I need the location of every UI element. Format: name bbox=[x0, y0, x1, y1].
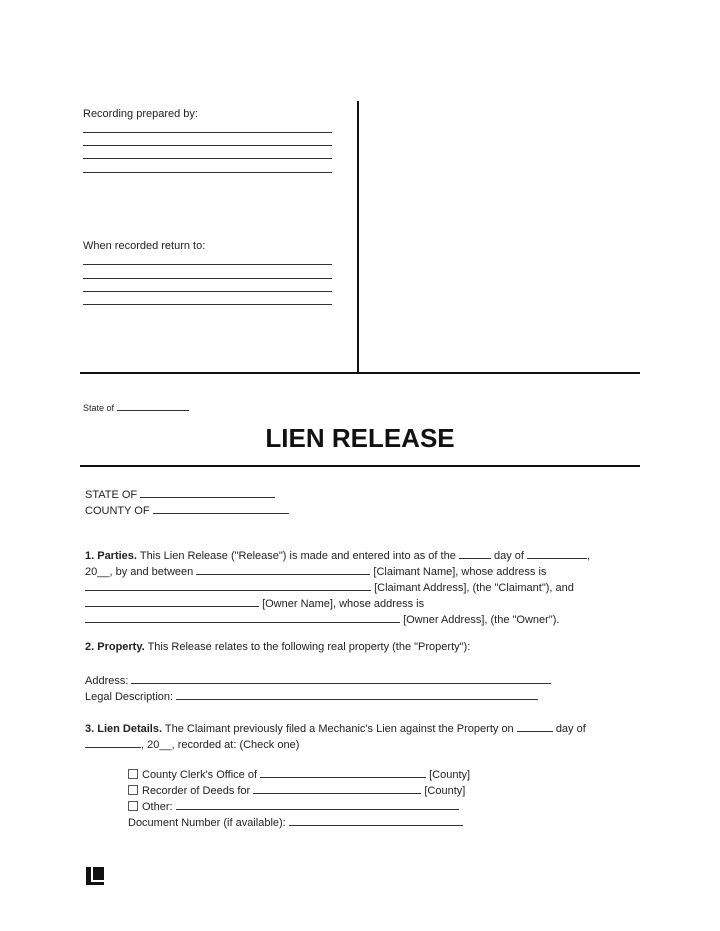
section1-day-of: day of bbox=[493, 550, 524, 562]
prepared-by-line-3[interactable] bbox=[83, 158, 332, 159]
property-address-blank[interactable] bbox=[131, 672, 551, 684]
section3-text: The Claimant previously filed a Mechanic's Lien against the Property on bbox=[164, 723, 514, 735]
option-other-label: Other: bbox=[142, 801, 173, 813]
prepared-by-line-4[interactable] bbox=[83, 172, 332, 173]
venue-county-blank[interactable] bbox=[153, 502, 289, 514]
section1-year-text: 20__, by and between bbox=[85, 566, 194, 578]
header-vertical-divider bbox=[357, 101, 359, 373]
page-title: LIEN RELEASE bbox=[265, 423, 455, 453]
lien-month-blank[interactable] bbox=[85, 736, 141, 748]
legal-templates-logo-icon bbox=[86, 867, 104, 885]
legal-description-blank[interactable] bbox=[176, 688, 538, 700]
section3-heading: 3. Lien Details. bbox=[85, 723, 163, 735]
state-of-short-blank[interactable] bbox=[117, 399, 189, 411]
claimant-name-blank[interactable] bbox=[196, 563, 370, 575]
option-county-clerk-label: County Clerk's Office of bbox=[142, 769, 257, 781]
owner-name-label: [Owner Name], whose address is bbox=[262, 598, 425, 610]
section3-line2 bbox=[85, 736, 299, 752]
option-county-clerk[interactable] bbox=[128, 766, 470, 782]
section3-day-of: day of bbox=[555, 723, 586, 735]
section1-day-blank[interactable] bbox=[459, 547, 491, 559]
owner-name-blank[interactable] bbox=[85, 595, 259, 607]
return-to-line-1[interactable] bbox=[83, 264, 332, 265]
claimant-address-blank[interactable] bbox=[85, 579, 371, 591]
claimant-address-label: [Claimant Address], (the "Claimant"), and bbox=[374, 582, 574, 594]
section1-heading: 1. Parties. bbox=[85, 550, 137, 562]
section1-month-blank[interactable] bbox=[527, 547, 587, 559]
lien-day-blank[interactable] bbox=[517, 720, 553, 732]
option-recorder-deeds[interactable] bbox=[128, 782, 465, 798]
option-other[interactable] bbox=[128, 798, 459, 814]
legal-description-row bbox=[85, 688, 538, 704]
header-horizontal-divider bbox=[80, 372, 640, 374]
section3-line1 bbox=[85, 720, 586, 736]
section1-line2 bbox=[85, 563, 546, 579]
document-number-row bbox=[128, 814, 463, 830]
section1-text: This Lien Release ("Release") is made and entered into as of the bbox=[139, 550, 456, 562]
section2-line1 bbox=[85, 641, 470, 654]
section1-line3 bbox=[85, 579, 574, 595]
checkbox-other[interactable] bbox=[128, 801, 138, 811]
claimant-name-label: [Claimant Name], whose address is bbox=[373, 566, 547, 578]
venue-county-label: COUNTY OF bbox=[85, 505, 150, 517]
checkbox-recorder-deeds[interactable] bbox=[128, 785, 138, 795]
venue-state-row bbox=[85, 486, 275, 502]
option-recorder-deeds-suffix: [County] bbox=[424, 785, 466, 797]
venue-county-row bbox=[85, 502, 289, 518]
county-clerk-blank[interactable] bbox=[260, 766, 426, 778]
return-to-line-2[interactable] bbox=[83, 278, 332, 279]
legal-description-label: Legal Description: bbox=[85, 691, 174, 703]
return-to-line-3[interactable] bbox=[83, 291, 332, 292]
property-address-row bbox=[85, 672, 551, 688]
owner-address-blank[interactable] bbox=[85, 611, 400, 623]
state-of-short-label: State of bbox=[83, 403, 115, 413]
prepared-by-line-1[interactable] bbox=[83, 132, 332, 133]
recorder-deeds-blank[interactable] bbox=[253, 782, 421, 794]
return-to-line-4[interactable] bbox=[83, 304, 332, 305]
property-address-label: Address: bbox=[85, 675, 129, 687]
when-recorded-return-label: When recorded return to: bbox=[83, 240, 206, 252]
section1-line5 bbox=[85, 611, 559, 627]
option-county-clerk-suffix: [County] bbox=[429, 769, 471, 781]
title-divider bbox=[80, 465, 640, 467]
venue-state-label: STATE OF bbox=[85, 489, 138, 501]
section2-text: This Release relates to the following real property (the "Property"): bbox=[147, 641, 471, 653]
checkbox-county-clerk[interactable] bbox=[128, 769, 138, 779]
section3-year-text: , 20__, recorded at: (Check one) bbox=[141, 739, 300, 751]
document-number-blank[interactable] bbox=[289, 814, 463, 826]
section1-line1: 1. Parties. This Lien Release ("Release") is made and entered into as of the day of , bbox=[85, 547, 590, 563]
recording-prepared-by-label: Recording prepared by: bbox=[83, 108, 198, 120]
document-number-label: Document Number (if available): bbox=[128, 817, 286, 829]
owner-address-label: [Owner Address], (the "Owner"). bbox=[403, 614, 560, 626]
venue-state-blank[interactable] bbox=[140, 486, 275, 498]
section1-line4 bbox=[85, 595, 424, 611]
prepared-by-line-2[interactable] bbox=[83, 145, 332, 146]
section2-heading: 2. Property. bbox=[85, 641, 145, 653]
option-recorder-deeds-label: Recorder of Deeds for bbox=[142, 785, 251, 797]
other-blank[interactable] bbox=[176, 798, 459, 810]
state-of-short-row bbox=[83, 399, 189, 415]
